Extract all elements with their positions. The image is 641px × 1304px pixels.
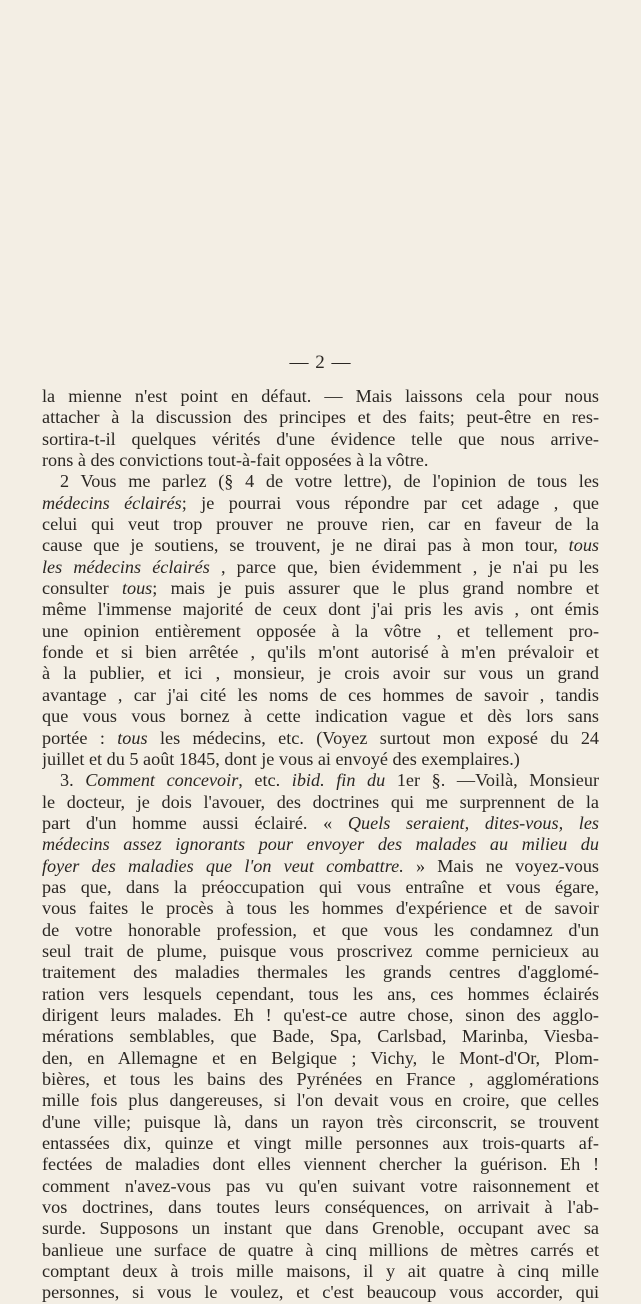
text-segment: ; je pourrai vous répondre par cet adage , que [181,492,599,513]
text-line [42,813,599,834]
text-line [42,728,599,749]
text-line [42,685,599,706]
text-line [42,920,599,941]
text-line [42,1026,599,1047]
text-line [42,770,599,791]
text-line [42,493,599,514]
text-line [42,1176,599,1197]
text-segment: de votre honorable profession, et que vous les condamnez d'un [42,919,599,940]
text-segment: mille fois plus dangereuses, si l'on devait vous en croire, que celles [42,1090,599,1111]
text-segment: la mienne n'est point en défaut. — Mais laissons cela pour nous [42,386,599,406]
text-line [42,1090,599,1111]
text-segment: que vous vous bornez à cette indication vague et dès lors sans [42,706,599,727]
italic-text: foyer des maladies que l'on veut combattre. [42,855,404,876]
text-segment: mérations semblables, que Bade, Spa, Carlsbad, Marinba, Viesba- [42,1026,599,1047]
text-segment: vous faites le procès à tous les hommes d'expérience et de savoir [42,898,599,919]
text-line [42,962,599,983]
text-line [42,1240,599,1261]
text-segment: den, en Allemagne et en Belgique ; Vichy, le Mont-d'Or, Plom- [42,1047,599,1068]
text-line [42,642,599,663]
text-segment: surde. Supposons un instant que dans Grenoble, occupant avec sa [42,1218,599,1239]
text-segment: rons à des convictions tout-à-fait opposées à la vôtre. [42,450,429,471]
text-line [42,1282,599,1303]
body-text [42,386,599,1304]
text-line [42,407,599,428]
text-segment: sortira-t-il quelques vérités d'une évidence telle que nous arrive- [42,428,599,449]
text-segment: celui qui veut trop prouver ne prouve rien, car en faveur de la [42,514,599,535]
text-line [42,471,599,492]
text-segment: vos doctrines, dans toutes leurs conséquences, on arrivait à l'ab- [42,1197,599,1218]
text-segment: 3. [60,770,86,791]
text-segment: comptant deux à trois mille maisons, il y ait quatre à cinq mille [42,1261,599,1282]
text-line [42,1261,599,1282]
text-segment: le docteur, je dois l'avouer, des doctrines qui me surprennent de la [42,791,599,812]
text-line [42,621,599,642]
text-line [42,877,599,898]
text-line [42,535,599,556]
text-segment: juillet et du 5 août 1845, dont je vous ai envoyé des exemplaires.) [42,748,520,769]
italic-text: tous [568,535,599,556]
text-segment: cause que je soutiens, se trouvent, je ne dirai pas à mon tour, [42,535,569,556]
text-segment: comment n'avez-vous pas vu qu'en suivant votre raisonnement et [42,1175,599,1196]
text-segment: même l'immense majorité de ceux dont j'ai pris les avis , ont émis [42,599,599,620]
italic-text: Comment concevoir [85,770,239,791]
text-line [42,1112,599,1133]
text-line [42,792,599,813]
text-segment: banlieue une surface de quatre à cinq millions de mètres carrés et [42,1239,599,1260]
text-segment: consulter [42,578,122,599]
text-segment: 1er §. —Voilà, Monsieur [385,770,599,791]
italic-text: Quels seraient, dites-vous, les [347,812,599,833]
text-line [42,599,599,620]
text-segment: » Mais ne voyez-vous [403,855,599,876]
text-line [42,1218,599,1239]
text-segment: dirigent leurs malades. Eh ! qu'est-ce autre chose, sinon des agglo- [42,1004,599,1025]
text-line [42,856,599,877]
text-segment: ; mais je puis assurer que le plus grand nombre et [152,578,599,599]
text-line [42,749,599,770]
text-segment: pas que, dans la préoccupation qui vous entraîne et vous égare, [42,876,599,897]
text-line [42,706,599,727]
text-line [42,514,599,535]
italic-text: ibid. fin du [291,770,386,791]
text-line [42,557,599,578]
text-line [42,1069,599,1090]
text-segment: traitement des maladies thermales les grands centres d'agglomé- [42,962,599,983]
page-number: — 2 — [289,352,352,373]
text-line [42,663,599,684]
text-segment: , etc. [238,770,292,791]
text-segment: à la publier, et ici , monsieur, je crois avoir sur vous un grand [42,663,599,684]
text-segment: entassées dix, quinze et vingt mille personnes aux trois-quarts af- [42,1133,599,1154]
text-segment: ration vers lesquels cependant, tous les ans, ces hommes éclairés [42,983,599,1004]
text-line [42,1005,599,1026]
text-line [42,834,599,855]
text-line [42,1197,599,1218]
text-segment: fonde et si bien arrêtée , qu'ils m'ont autorisé à m'en prévaloir et [42,642,599,663]
text-segment: portée : [42,727,118,748]
text-segment: fectées de maladies dont elles viennent chercher la guérison. Eh ! [42,1154,599,1175]
text-line [42,450,599,471]
italic-text: tous [121,578,153,599]
text-segment: d'une ville; puisque là, dans un rayon très circonscrit, se trouvent [42,1111,599,1132]
text-segment: une opinion entièrement opposée à la vôtre , et tellement pro- [42,620,599,641]
text-line [42,1154,599,1175]
text-segment: bières, et tous les bains des Pyrénées en France , agglomérations [42,1069,599,1089]
text-segment: avantage , car j'ai cité les noms de ces hommes de savoir , tandis [42,684,599,705]
text-line [42,386,599,407]
italic-text: médecins assez ignorants pour envoyer des malades au milieu du [42,834,599,855]
text-line [42,1133,599,1154]
text-line [42,578,599,599]
text-line [42,429,599,450]
text-segment: seul trait de plume, puisque vous proscrivez comme pernicieux au [42,940,599,961]
text-segment: personnes, si vous le voulez, et c'est beaucoup vous accorder, qui [42,1282,599,1303]
italic-text: médecins éclairés [42,492,182,513]
text-segment: 2 Vous me parlez (§ 4 de votre lettre), de l'opinion de tous les [60,471,599,492]
text-segment: les médecins, etc. (Voyez surtout mon exposé du 24 [147,727,599,748]
text-line [42,898,599,919]
italic-text: tous [117,727,148,748]
italic-text: les médecins éclairés [42,556,210,577]
text-segment: , parce que, bien évidemment , je n'ai pu les [209,556,599,577]
text-line [42,984,599,1005]
text-segment: attacher à la discussion des principes et des faits; peut-être en res- [42,407,599,428]
text-line [42,1048,599,1069]
text-line [42,941,599,962]
text-segment: part d'un homme aussi éclairé. « [42,812,348,833]
